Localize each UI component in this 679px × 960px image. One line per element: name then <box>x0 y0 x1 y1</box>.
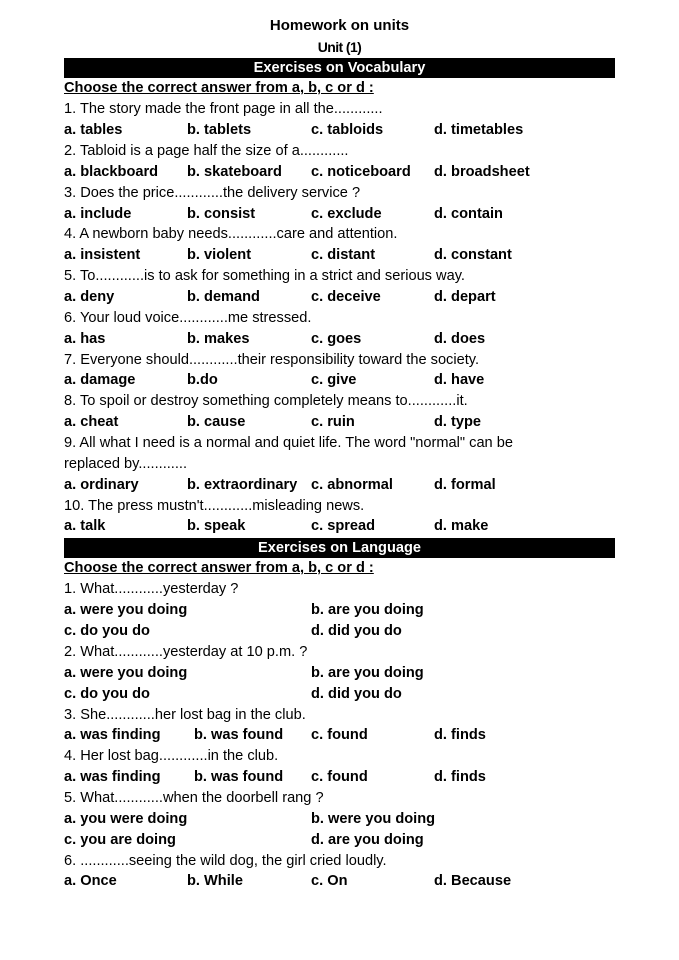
option-d: d. finds <box>434 727 486 743</box>
option-b: b. was found <box>194 769 284 785</box>
option-a: a. insistent <box>64 247 141 263</box>
option-b: b. cause <box>187 414 246 430</box>
language-instruction: Choose the correct answer from a, b, c or d : <box>64 560 374 576</box>
option-a: a. was finding <box>64 769 161 785</box>
language-options-2-cd <box>64 684 624 705</box>
vocab-options-2 <box>64 162 624 183</box>
language-question-5: 5. What............when the doorbell rang ? <box>64 790 324 806</box>
vocab-question-6: 6. Your loud voice............me stressed. <box>64 310 312 326</box>
option-c: c. found <box>311 769 368 785</box>
option-d: d. does <box>434 331 486 347</box>
option-a: a. ordinary <box>64 477 139 493</box>
option-a: a. was finding <box>64 727 161 743</box>
option-d: d. contain <box>434 206 503 222</box>
language-options-3 <box>64 725 624 746</box>
option-a: a. you were doing <box>64 811 188 827</box>
language-question-6: 6. ............seeing the wild dog, the girl cried loudly. <box>64 853 387 869</box>
option-c: c. deceive <box>311 289 381 305</box>
option-b: b. violent <box>187 247 252 263</box>
option-c: c. noticeboard <box>311 164 411 180</box>
vocab-question-4: 4. A newborn baby needs............care and attention. <box>64 226 398 242</box>
option-d: d. did you do <box>311 686 402 702</box>
option-c: c. abnormal <box>311 477 393 493</box>
option-a: a. has <box>64 331 106 347</box>
option-d: d. finds <box>434 769 486 785</box>
option-a: a. include <box>64 206 132 222</box>
option-a: a. damage <box>64 372 136 388</box>
vocab-question-1: 1. The story made the front page in all the............ <box>64 101 383 117</box>
language-question-4: 4. Her lost bag............in the club. <box>64 748 279 764</box>
option-b: b. tablets <box>187 122 252 138</box>
option-a: a. were you doing <box>64 602 188 618</box>
vocab-options-8 <box>64 412 624 433</box>
language-options-5-cd <box>64 830 624 851</box>
option-a: a. Once <box>64 873 117 889</box>
option-a: a. blackboard <box>64 164 159 180</box>
option-c: c. exclude <box>311 206 382 222</box>
option-c: c. do you do <box>64 623 150 639</box>
option-c: c. give <box>311 372 357 388</box>
option-b: b. makes <box>187 331 250 347</box>
option-b: b. consist <box>187 206 256 222</box>
option-c: c. ruin <box>311 414 355 430</box>
option-c: c. do you do <box>64 686 150 702</box>
option-c: c. goes <box>311 331 362 347</box>
option-b: b. extraordinary <box>187 477 298 493</box>
vocab-question-3: 3. Does the price............the delivery service ? <box>64 185 361 201</box>
vocab-options-4 <box>64 245 624 266</box>
option-a: a. were you doing <box>64 665 188 681</box>
vocab-question-9-continued: replaced by............ <box>64 456 188 472</box>
option-a: a. tables <box>64 122 123 138</box>
vocab-options-3 <box>64 204 624 225</box>
vocab-options-5 <box>64 287 624 308</box>
option-d: d. have <box>434 372 485 388</box>
language-section-heading: Exercises on Language <box>64 538 615 558</box>
option-b: b. were you doing <box>311 811 436 827</box>
option-c: c. spread <box>311 518 376 534</box>
option-a: a. deny <box>64 289 115 305</box>
option-b: b. While <box>187 873 243 889</box>
option-b: b. are you doing <box>311 602 424 618</box>
page-title: Homework on units <box>269 17 410 34</box>
option-d: d. constant <box>434 247 512 263</box>
vocab-question-7: 7. Everyone should............their responsibility toward the society. <box>64 352 480 368</box>
option-c: c. found <box>311 727 368 743</box>
option-d: d. are you doing <box>311 832 424 848</box>
option-d: d. type <box>434 414 482 430</box>
option-c: c. distant <box>311 247 376 263</box>
option-c: c. On <box>311 873 348 889</box>
option-b: b.do <box>187 372 218 388</box>
language-options-6 <box>64 871 624 892</box>
option-d: d. broadsheet <box>434 164 530 180</box>
language-options-5-ab <box>64 809 624 830</box>
option-b: b. skateboard <box>187 164 282 180</box>
unit-label: Unit (1) <box>317 39 362 55</box>
option-b: b. speak <box>187 518 246 534</box>
language-options-1-cd <box>64 621 624 642</box>
vocab-question-9: 9. All what I need is a normal and quiet life. The word "normal" can be <box>64 435 513 451</box>
language-options-4 <box>64 767 624 788</box>
option-a: a. cheat <box>64 414 119 430</box>
vocab-options-7 <box>64 370 624 391</box>
vocab-question-2: 2. Tabloid is a page half the size of a............ <box>64 143 349 159</box>
option-b: b. demand <box>187 289 260 305</box>
vocab-question-8: 8. To spoil or destroy something completely means to............it. <box>64 393 468 409</box>
option-b: b. are you doing <box>311 665 424 681</box>
option-d: d. make <box>434 518 489 534</box>
language-question-2: 2. What............yesterday at 10 p.m. ? <box>64 644 308 660</box>
language-question-3: 3. She............her lost bag in the club. <box>64 707 306 723</box>
vocab-question-5: 5. To............is to ask for something in a strict and serious way. <box>64 268 465 284</box>
language-options-1-ab <box>64 600 624 621</box>
option-d: d. formal <box>434 477 496 493</box>
option-b: b. was found <box>194 727 284 743</box>
option-d: d. depart <box>434 289 496 305</box>
vocab-options-9 <box>64 475 624 496</box>
language-options-2-ab <box>64 663 624 684</box>
vocab-options-1 <box>64 120 624 141</box>
option-d: d. did you do <box>311 623 402 639</box>
option-c: c. you are doing <box>64 832 176 848</box>
option-d: d. timetables <box>434 122 524 138</box>
option-c: c. tabloids <box>311 122 384 138</box>
vocabulary-instruction: Choose the correct answer from a, b, c or d : <box>64 80 374 96</box>
language-question-1: 1. What............yesterday ? <box>64 581 239 597</box>
vocabulary-section-heading: Exercises on Vocabulary <box>64 58 615 78</box>
vocab-question-10: 10. The press mustn't............misleading news. <box>64 498 365 514</box>
vocab-options-10 <box>64 516 624 537</box>
vocab-options-6 <box>64 329 624 350</box>
option-a: a. talk <box>64 518 106 534</box>
option-d: d. Because <box>434 873 512 889</box>
